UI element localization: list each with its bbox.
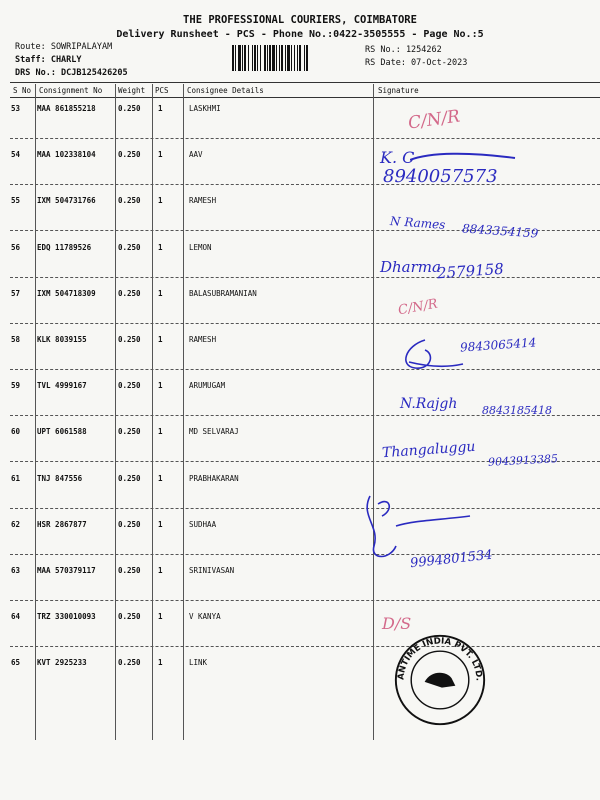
row-consignment-no: MAA 861855218 (37, 104, 96, 113)
drs-label: DRS No.: DCJB125426205 (15, 68, 128, 78)
row-consignment-no: TNJ 847556 (37, 473, 83, 483)
row-weight: 0.250 (118, 473, 141, 483)
handwritten-note: C/N/R (406, 106, 462, 134)
row-consignee: ARUMUGAM (189, 381, 226, 391)
row-consignee: BALASUBRAMANIAN (189, 288, 257, 298)
handwritten-phone: 9043913385 (487, 452, 559, 469)
row-consignment-no: MAA 102338104 (37, 150, 96, 160)
handwritten-note: C/N/R (397, 296, 439, 319)
row-weight: 0.250 (118, 288, 141, 298)
row-separator (10, 184, 600, 185)
row-separator (10, 646, 600, 647)
column-header-consignee: Consignee Details (187, 86, 264, 95)
column-header-pcs: PCS (155, 86, 169, 95)
row-consignee: SRINIVASAN (189, 566, 235, 575)
row-pcs: 1 (158, 473, 163, 483)
column-header-signature: Signature (378, 86, 419, 95)
column-divider (35, 84, 36, 740)
row-sno: 61 (11, 473, 21, 483)
handwritten-phone: 8843354159 (461, 221, 539, 241)
staff-label: Staff: CHARLY (15, 55, 82, 65)
table-header-rule (10, 97, 600, 98)
row-sno: 53 (11, 104, 21, 113)
row-pcs: 1 (158, 242, 163, 252)
row-sno: 58 (11, 335, 21, 344)
row-sno: 54 (11, 150, 21, 160)
row-sno: 56 (11, 242, 21, 252)
row-consignee: PRABHAKARAN (189, 473, 239, 483)
row-consignee: MD SELVARAJ (189, 427, 239, 437)
column-header-consignment: Consignment No (39, 86, 103, 95)
row-consignee: SUDHAA (189, 519, 217, 529)
handwritten-signature: N Rames (389, 214, 446, 232)
row-consignee: AAV (189, 150, 203, 160)
barcode-bar (308, 45, 309, 71)
row-separator (10, 554, 600, 555)
barcode (232, 45, 358, 71)
table-top-rule (10, 82, 600, 83)
row-consignment-no: TVL 4999167 (37, 381, 87, 391)
row-sno: 55 (11, 196, 21, 206)
row-consignee: V KANYA (189, 612, 221, 622)
row-separator (10, 508, 600, 509)
row-pcs: 1 (158, 150, 163, 160)
route-label: Route: SOWRIPALAYAM (15, 42, 113, 52)
row-separator (10, 600, 600, 601)
row-sno: 57 (11, 288, 21, 298)
row-consignment-no: HSR 2867877 (37, 519, 87, 529)
column-header-weight: Weight (118, 86, 146, 95)
handwritten-phone: 9843065414 (459, 335, 537, 355)
handwritten-phone: 9994801534 (409, 547, 494, 572)
row-pcs: 1 (158, 658, 163, 668)
row-weight: 0.250 (118, 104, 141, 113)
row-weight: 0.250 (118, 519, 141, 529)
row-pcs: 1 (158, 381, 163, 391)
rs-no-label: RS No.: 1254262 (365, 45, 442, 55)
row-consignment-no: UPT 6061588 (37, 427, 87, 437)
company-stamp (392, 632, 488, 728)
row-weight: 0.250 (118, 381, 141, 391)
row-pcs: 1 (158, 288, 163, 298)
row-pcs: 1 (158, 612, 163, 622)
rs-date-label: RS Date: 07-Oct-2023 (365, 58, 468, 68)
row-consignment-no: IXM 504718309 (37, 288, 96, 298)
row-weight: 0.250 (118, 242, 141, 252)
row-weight: 0.250 (118, 658, 141, 668)
column-header-sno: S No (13, 86, 32, 95)
row-consignee: LEMON (189, 242, 212, 252)
row-consignee: LINK (189, 658, 208, 668)
row-sno: 62 (11, 519, 21, 529)
row-pcs: 1 (158, 427, 163, 437)
company-title: THE PROFESSIONAL COURIERS, COIMBATORE (183, 14, 417, 26)
runsheet-subtitle: Delivery Runsheet - PCS - Phone No.:0422-3505555 - Page No.:5 (116, 29, 484, 40)
handwritten-phone: 8843185418 (482, 404, 552, 417)
row-separator (10, 138, 600, 139)
row-pcs: 1 (158, 104, 163, 113)
row-consignee: RAMESH (189, 196, 217, 206)
row-pcs: 1 (158, 519, 163, 529)
row-weight: 0.250 (118, 566, 141, 575)
row-consignee: RAMESH (189, 335, 217, 344)
row-separator (10, 369, 600, 370)
row-weight: 0.250 (118, 427, 141, 437)
row-weight: 0.250 (118, 612, 141, 622)
handwritten-phone: 8940057573 (383, 166, 498, 187)
row-pcs: 1 (158, 566, 163, 575)
row-sno: 64 (11, 612, 21, 622)
signature-stroke (410, 146, 520, 168)
row-consignment-no: KVT 2925233 (37, 658, 87, 668)
row-separator (10, 277, 600, 278)
handwritten-signature: K. C (380, 148, 415, 167)
column-divider (152, 84, 153, 740)
handwritten-signature: Dharma (380, 258, 441, 276)
column-divider (183, 84, 184, 740)
row-consignment-no: IXM 504731766 (37, 196, 96, 206)
handwritten-signature: Thangaluggu (381, 438, 476, 462)
row-consignment-no: EDQ 11789526 (37, 242, 92, 252)
handwritten-signature: N.Rajgh (400, 396, 458, 412)
row-sno: 63 (11, 566, 21, 575)
column-divider (115, 84, 116, 740)
row-sno: 65 (11, 658, 21, 668)
row-weight: 0.250 (118, 196, 141, 206)
row-pcs: 1 (158, 196, 163, 206)
column-divider (373, 84, 374, 740)
row-consignment-no: MAA 570379117 (37, 566, 96, 575)
handwritten-phone: 2579158 (436, 259, 505, 283)
row-sno: 60 (11, 427, 21, 437)
row-weight: 0.250 (118, 150, 141, 160)
row-consignment-no: TRZ 330010093 (37, 612, 96, 622)
row-weight: 0.250 (118, 335, 141, 344)
row-sno: 59 (11, 381, 21, 391)
row-separator (10, 323, 600, 324)
handwritten-note: D/S (382, 614, 412, 633)
stamp-text: ANTIME INDIA PVT. LTD. (396, 636, 484, 682)
signature-stroke (395, 336, 465, 376)
row-pcs: 1 (158, 335, 163, 344)
row-consignment-no: KLK 8039155 (37, 335, 87, 344)
row-consignee: LASKHMI (189, 104, 221, 113)
